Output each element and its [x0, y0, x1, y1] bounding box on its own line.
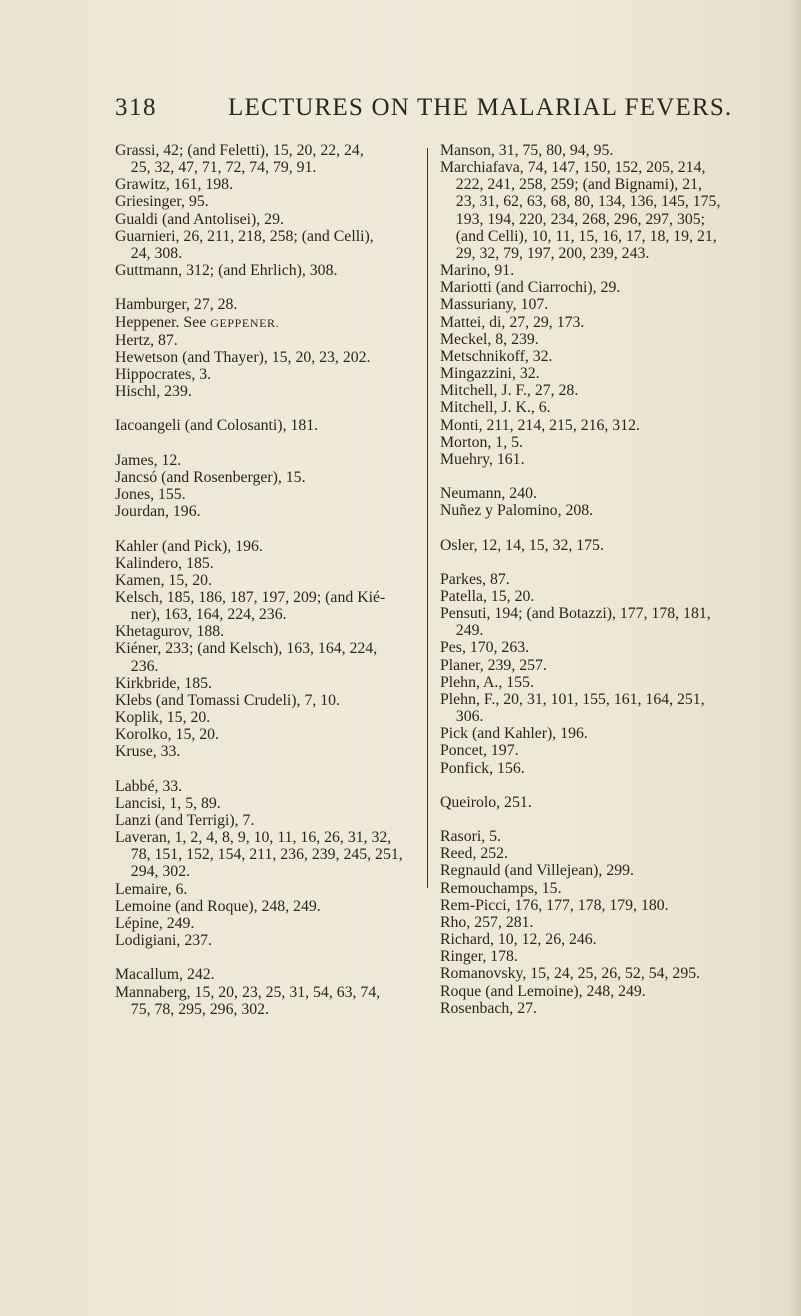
index-entry-line: Romanovsky, 15, 24, 25, 26, 52, 54, 295. — [440, 965, 701, 983]
index-entry-line: Hippocrates, 3. — [115, 366, 212, 384]
index-entry-line: Mannaberg, 15, 20, 23, 25, 31, 54, 63, 74, — [115, 983, 381, 1001]
index-entry — [440, 605, 785, 639]
index-entry — [440, 382, 785, 399]
index-entry — [440, 399, 785, 416]
index-entry — [115, 349, 420, 366]
index-entry — [115, 795, 420, 812]
index-entry — [115, 193, 420, 210]
index-entry-line: 249. — [440, 622, 484, 640]
index-entry-line: Kiéner, 233; (and Kelsch), 163, 164, 224, — [115, 640, 378, 658]
index-entry-line: Grawitz, 161, 198. — [115, 176, 234, 194]
index-entry — [115, 366, 420, 383]
index-entry — [115, 555, 420, 572]
index-entry-line: Metschnikoff, 32. — [440, 347, 553, 365]
index-entry-line: 23, 31, 62, 63, 68, 80, 134, 136, 145, 175, — [440, 193, 721, 211]
index-entry — [440, 914, 785, 931]
index-entry-line: Morton, 1, 5. — [440, 433, 523, 451]
index-entry-line: Lancisi, 1, 5, 89. — [115, 794, 221, 812]
index-entry — [115, 932, 420, 949]
index-entry-line: Remouchamps, 15. — [440, 879, 562, 897]
index-entry — [115, 881, 420, 898]
index-entry — [440, 159, 785, 262]
index-entry — [115, 383, 420, 400]
index-entry — [440, 588, 785, 605]
index-entry-line: Reed, 252. — [440, 845, 509, 863]
index-entry-line: Roque (and Lemoine), 248, 249. — [440, 982, 646, 1000]
index-entry-line: 306. — [440, 708, 484, 726]
index-entry-line: Rasori, 5. — [440, 828, 501, 846]
index-entry — [440, 314, 785, 331]
index-entry — [115, 675, 420, 692]
index-entry-line: Kamen, 15, 20. — [115, 571, 212, 589]
index-entry-line: Hischl, 239. — [115, 383, 192, 401]
index-entry-line: Macallum, 242. — [115, 966, 215, 984]
index-entry-line: Lemaire, 6. — [115, 880, 188, 898]
index-entry-line: Griesinger, 95. — [115, 193, 209, 211]
index-entry-line: 25, 32, 47, 71, 72, 74, 79, 91. — [115, 159, 317, 177]
index-entry — [115, 726, 420, 743]
index-entry — [440, 348, 785, 365]
index-entry — [115, 829, 420, 880]
index-entry — [115, 743, 420, 760]
index-entry-line: Meckel, 8, 239. — [440, 330, 539, 348]
index-entry-line: 222, 241, 258, 259; (and Bignami), 21, — [440, 176, 702, 194]
index-entry-line: Manson, 31, 75, 80, 94, 95. — [440, 142, 614, 159]
index-column-right — [440, 142, 785, 1017]
index-entry — [115, 228, 420, 262]
index-entry — [440, 674, 785, 691]
index-entry-line: Hamburger, 27, 28. — [115, 296, 238, 314]
index-entry-line: Richard, 10, 12, 26, 246. — [440, 931, 597, 949]
index-entry-line: 75, 78, 295, 296, 302. — [115, 1000, 270, 1018]
index-entry — [440, 639, 785, 656]
index-entry-line: Heppener. See GEPPENER. — [115, 313, 280, 331]
index-entry-line: Koplik, 15, 20. — [115, 709, 211, 727]
index-entry-line: Mingazzini, 32. — [440, 365, 540, 383]
index-entry — [440, 828, 785, 845]
index-entry-line: Lodigiani, 237. — [115, 932, 212, 950]
index-entry-line: Jones, 155. — [115, 486, 186, 504]
index-entry — [115, 211, 420, 228]
index-entry-line: Labbé, 33. — [115, 777, 183, 795]
index-entry-line: Kalindero, 185. — [115, 554, 214, 572]
index-entry-line: Khetagurov, 188. — [115, 623, 225, 641]
index-entry — [115, 778, 420, 795]
index-entry-line: Massuriany, 107. — [440, 296, 549, 314]
index-entry-line: Lépine, 249. — [115, 914, 195, 932]
index-entry-line: Monti, 211, 214, 215, 216, 312. — [440, 416, 640, 434]
index-entry-line: Mitchell, J. K., 6. — [440, 399, 551, 417]
index-entry-line: Muehry, 161. — [440, 450, 525, 468]
index-entry — [115, 623, 420, 640]
index-entry-line: Guttmann, 312; (and Ehrlich), 308. — [115, 262, 338, 280]
index-entry-line: Hewetson (and Thayer), 15, 20, 23, 202. — [115, 348, 371, 366]
index-entry-line: Ringer, 178. — [440, 948, 518, 966]
index-entry — [440, 365, 785, 382]
index-entry-line: Poncet, 197. — [440, 742, 519, 760]
index-entry-line: Marino, 91. — [440, 262, 515, 280]
index-entry — [440, 537, 785, 554]
index-entry-line: Gualdi (and Antolisei), 29. — [115, 210, 284, 228]
index-entry-line: Rosenbach, 27. — [440, 999, 537, 1017]
index-entry — [115, 176, 420, 193]
index-entry — [115, 262, 420, 279]
index-entry-line: James, 12. — [115, 451, 182, 469]
index-entry — [440, 862, 785, 879]
index-entry-line: ner), 163, 164, 224, 236. — [115, 606, 287, 624]
index-column-left — [115, 142, 420, 1018]
index-entry-line: Parkes, 87. — [440, 570, 510, 588]
index-entry — [115, 503, 420, 520]
index-entry — [440, 502, 785, 519]
index-entry-line: Rem-Picci, 176, 177, 178, 179, 180. — [440, 896, 669, 914]
index-entry — [440, 451, 785, 468]
index-entry-line: 294, 302. — [115, 863, 191, 881]
index-entry — [115, 898, 420, 915]
index-entry-line: Guarnieri, 26, 211, 218, 258; (and Celli), — [115, 227, 374, 245]
index-entry — [440, 262, 785, 279]
index-entry-line: Plehn, F., 20, 31, 101, 155, 161, 164, 251, — [440, 690, 705, 708]
index-entry — [115, 915, 420, 932]
index-entry — [115, 142, 420, 176]
index-entry — [440, 794, 785, 811]
index-entry — [440, 571, 785, 588]
index-entry-line: Marchiafava, 74, 147, 150, 152, 205, 214, — [440, 159, 706, 177]
index-entry — [440, 742, 785, 759]
index-entry — [115, 812, 420, 829]
index-entry-line: 193, 194, 220, 234, 268, 296, 297, 305; — [440, 210, 706, 228]
index-entry — [440, 948, 785, 965]
page-number: 318 — [115, 94, 157, 121]
index-entry — [440, 657, 785, 674]
cross-reference: GEPPENER. — [210, 315, 280, 330]
index-entry-line: Pick (and Kahler), 196. — [440, 725, 588, 743]
index-entry — [115, 452, 420, 469]
index-entry-line: Kirkbride, 185. — [115, 674, 212, 692]
column-divider — [427, 148, 428, 888]
index-entry-line: Queirolo, 251. — [440, 793, 532, 811]
index-entry — [115, 692, 420, 709]
index-entry — [440, 983, 785, 1000]
index-entry — [440, 1000, 785, 1017]
index-entry — [440, 142, 785, 159]
index-entry-line: Iacoangeli (and Colosanti), 181. — [115, 417, 319, 435]
index-entry — [440, 434, 785, 451]
index-entry-line: Regnauld (and Villejean), 299. — [440, 862, 634, 880]
index-entry — [440, 296, 785, 313]
index-entry — [115, 589, 420, 623]
index-entry — [115, 640, 420, 674]
index-entry — [440, 485, 785, 502]
index-entry — [115, 469, 420, 486]
index-entry — [440, 845, 785, 862]
index-entry-line: Kahler (and Pick), 196. — [115, 537, 263, 555]
index-entry-line: Ponfick, 156. — [440, 759, 525, 777]
index-entry-line: Osler, 12, 14, 15, 32, 175. — [440, 536, 604, 554]
index-entry — [115, 984, 420, 1018]
index-entry-line: Nuñez y Palomino, 208. — [440, 502, 594, 520]
index-entry-line: Lanzi (and Terrigi), 7. — [115, 812, 255, 830]
index-entry-line: Plehn, A., 155. — [440, 673, 534, 691]
index-entry — [115, 417, 420, 434]
index-entry-line: Hertz, 87. — [115, 331, 178, 349]
index-entry-line: Grassi, 42; (and Feletti), 15, 20, 22, 24, — [115, 142, 364, 159]
index-entry — [440, 760, 785, 777]
index-entry — [440, 965, 785, 982]
index-entry-line: Klebs (and Tomassi Crudeli), 7, 10. — [115, 691, 340, 709]
index-entry — [440, 279, 785, 296]
index-entry-line: 78, 151, 152, 154, 211, 236, 239, 245, 251, — [115, 846, 403, 864]
index-entry — [440, 691, 785, 725]
index-entry-line: Pes, 170, 263. — [440, 639, 530, 657]
index-entry-line: Pensuti, 194; (and Botazzi), 177, 178, 181, — [440, 605, 711, 623]
index-entry-line: Jancsó (and Rosenberger), 15. — [115, 468, 306, 486]
page-header — [115, 94, 755, 134]
index-entry-line: Korolko, 15, 20. — [115, 726, 219, 744]
index-entry — [115, 538, 420, 555]
index-entry — [115, 572, 420, 589]
index-entry — [440, 880, 785, 897]
index-entry-line: Planer, 239, 257. — [440, 656, 547, 674]
index-entry — [115, 709, 420, 726]
index-entry — [440, 897, 785, 914]
index-entry-line: Rho, 257, 281. — [440, 913, 534, 931]
index-entry-line: Mitchell, J. F., 27, 28. — [440, 382, 579, 400]
index-entry-line: Kruse, 33. — [115, 743, 181, 761]
index-entry — [115, 966, 420, 983]
index-entry — [115, 486, 420, 503]
page-edge-shadow — [787, 0, 801, 1316]
index-entry-line: Patella, 15, 20. — [440, 588, 535, 606]
index-entry-line: (and Celli), 10, 11, 15, 16, 17, 18, 19, 21, — [440, 227, 717, 245]
index-entry-line: Laveran, 1, 2, 4, 8, 9, 10, 11, 16, 26, 31, 32, — [115, 829, 392, 847]
index-entry — [115, 332, 420, 349]
index-entry-line: 29, 32, 79, 197, 200, 239, 243. — [440, 244, 650, 262]
index-entry — [440, 931, 785, 948]
index-entry-line: Neumann, 240. — [440, 485, 537, 503]
index-entry-line: Kelsch, 185, 186, 187, 197, 209; (and Kié- — [115, 589, 386, 606]
index-entry-line: 24, 308. — [115, 244, 183, 262]
index-entry-line: 236. — [115, 657, 159, 675]
running-title: LECTURES ON THE MALARIAL FEVERS. — [228, 94, 733, 121]
index-entry — [440, 725, 785, 742]
index-entry-line: Lemoine (and Roque), 248, 249. — [115, 897, 321, 915]
index-entry — [115, 314, 420, 332]
index-entry — [440, 417, 785, 434]
index-entry-line: Mattei, di, 27, 29, 173. — [440, 313, 585, 331]
index-entry-line: Jourdan, 196. — [115, 503, 201, 521]
index-entry-line: Mariotti (and Ciarrochi), 29. — [440, 279, 621, 297]
index-entry — [115, 296, 420, 313]
index-entry — [440, 331, 785, 348]
